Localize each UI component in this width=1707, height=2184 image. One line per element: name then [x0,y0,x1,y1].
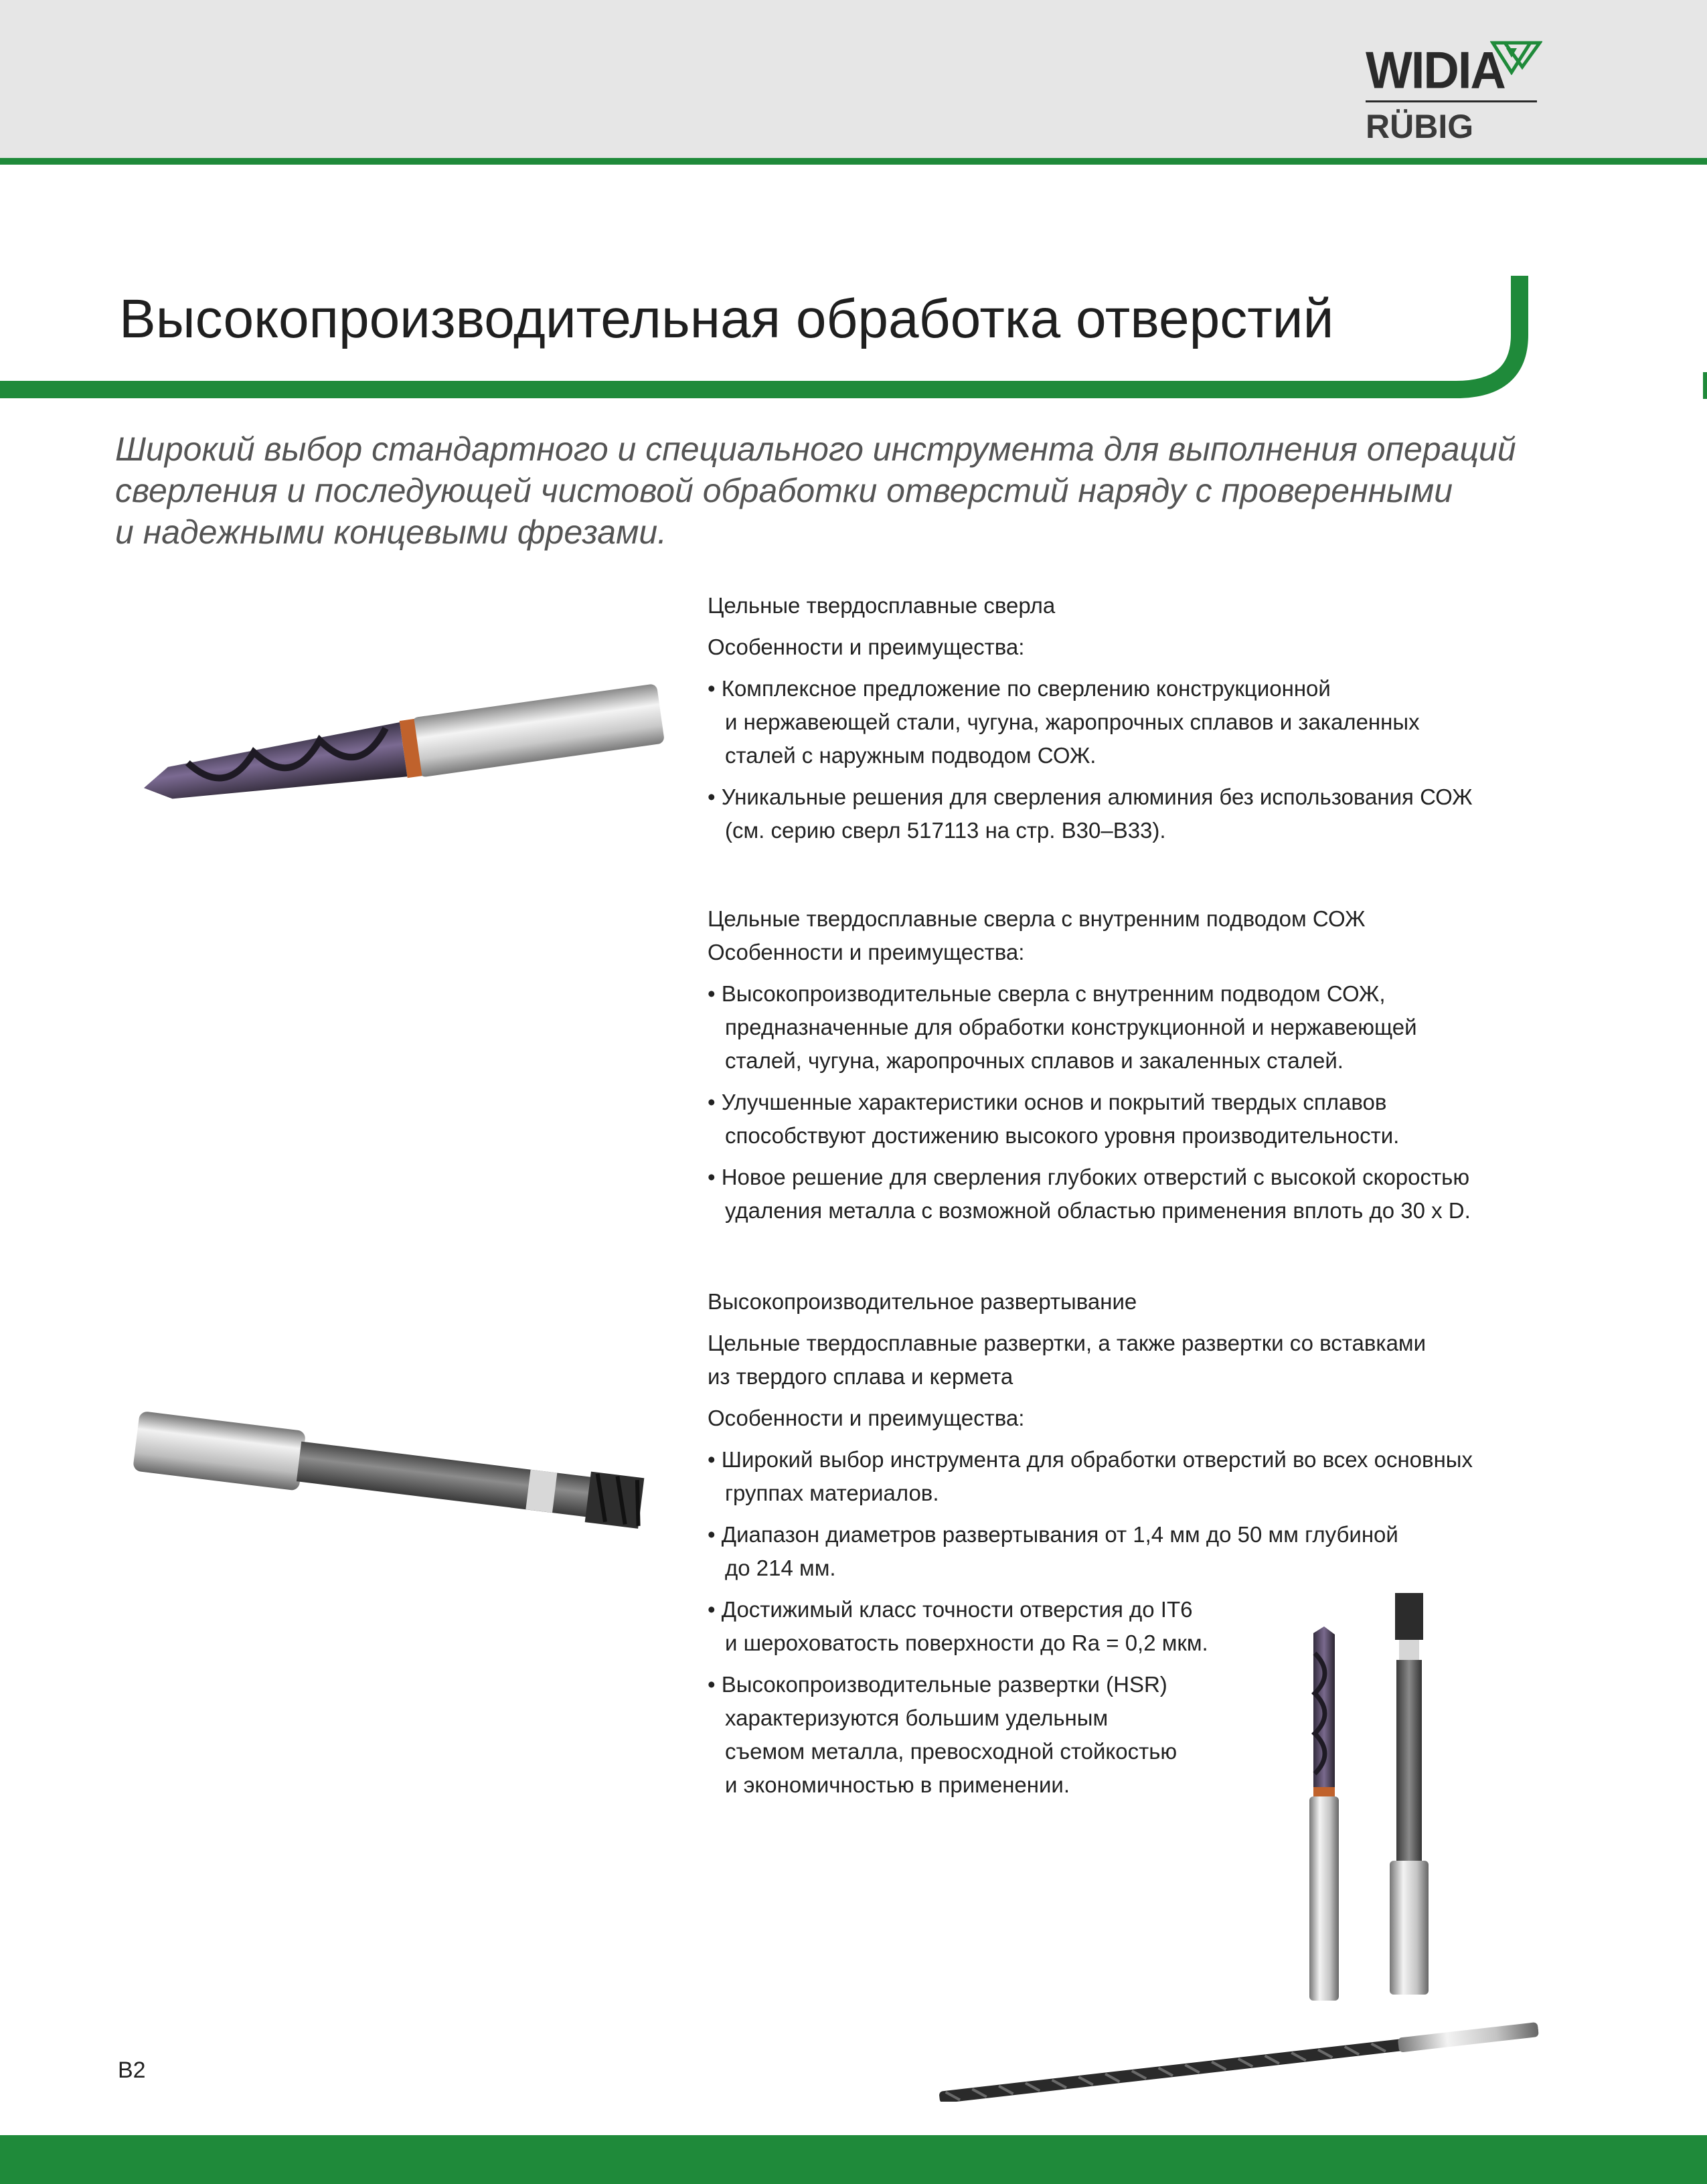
bullet-line: и нержавеющей стали, чугуна, жаропрочных сплавов и закаленных [725,709,1420,734]
list-item [708,1668,1538,1802]
bullet-line: предназначенные для обработки конструкционной и нержавеющей [725,1015,1417,1039]
bullet-line: • Диапазон диаметров развертывания от 1,4 мм до 50 мм глубиной [708,1522,1398,1547]
logo-divider [1366,100,1537,102]
brand-logo [1366,40,1540,147]
bullet-line: сталей, чугуна, жаропрочных сплавов и закаленных сталей. [725,1048,1344,1073]
bullet-line: • Новое решение для сверления глубоких отверстий с высокой скоростью [708,1165,1470,1189]
intro-line: и надежными концевыми фрезами. [115,513,667,551]
section-heading: Высокопроизводительное развертывание [708,1289,1137,1314]
section-subheading: Особенности и преимущества: [708,1406,1025,1430]
header-green-rule [0,158,1707,165]
section-subheading: Особенности и преимущества: [708,940,1025,964]
bullet-line: способствуют достижению высокого уровня производительности. [725,1123,1400,1148]
section-subheading: Особенности и преимущества: [708,635,1025,659]
bullet-line: до 214 мм. [725,1556,836,1580]
brand-secondary: RÜBIG [1366,108,1474,145]
list-item [708,1443,1538,1510]
page-title: Высокопроизводительная обработка отверстий [119,288,1334,349]
bullet-line: удаления металла с возможной областью применения вплоть до 30 x D. [725,1198,1471,1223]
intro-line: Широкий выбор стандартного и специального инструмента для выполнения операций [115,430,1516,468]
bullet-line: характеризуются большим удельным [725,1705,1109,1730]
section-internal-coolant-drills [708,902,1538,1228]
section-heading: Цельные твердосплавные сверла с внутренним подводом СОЖ [708,906,1366,931]
brand-primary: WIDIA [1366,41,1505,100]
list-item [708,1593,1538,1660]
side-tab-marker [1703,372,1707,399]
bullet-line: • Высокопроизводительные развертки (HSR) [708,1672,1167,1697]
intro-line: сверления и последующей чистовой обработки отверстий наряду с проверенными [115,472,1453,509]
section-subheading-line: из твердого сплава и кермета [708,1364,1013,1389]
list-item [708,977,1538,1078]
reamer-image [127,1396,663,1556]
section-heading: Цельные твердосплавные сверла [708,593,1056,618]
list-item [708,672,1538,772]
section-high-performance-reaming [708,1285,1538,1802]
page-number: B2 [118,2057,146,2083]
bullet-line: • Улучшенные характеристики основ и покрытий твердых сплавов [708,1090,1387,1114]
intro-paragraph [115,428,1516,553]
footer-green-band [0,2135,1707,2184]
bullet-line: (см. серию сверл 517113 на стр. В30–В33). [725,818,1166,843]
widia-triangle-logo-icon [1490,40,1542,75]
bullet-line: сталей с наружным подводом СОЖ. [725,743,1096,768]
section-subheading-line: Цельные твердосплавные развертки, а также развертки со вставками [708,1331,1427,1355]
bullet-line: • Комплексное предложение по сверлению конструкционной [708,676,1331,701]
bullet-line: • Широкий выбор инструмента для обработки отверстий во всех основных [708,1447,1473,1472]
bullet-line: • Высокопроизводительные сверла с внутренним подводом СОЖ, [708,981,1386,1006]
list-item [708,1518,1538,1585]
bullet-line: съемом металла, превосходной стойкостью [725,1739,1177,1764]
bullet-line: группах материалов. [725,1481,939,1505]
list-item [708,780,1538,847]
solid-carbide-drill-image [127,673,676,820]
list-item [708,1086,1538,1153]
bullet-line: • Уникальные решения для сверления алюминия без использования СОЖ [708,784,1473,809]
section-solid-carbide-drills [708,589,1538,847]
list-item [708,1161,1538,1228]
bullet-line: • Достижимый класс точности отверстия до IT6 [708,1597,1193,1622]
bullet-line: и экономичностью в применении. [725,1772,1070,1797]
bullet-line: и шероховатость поверхности до Ra = 0,2 мкм. [725,1630,1208,1655]
